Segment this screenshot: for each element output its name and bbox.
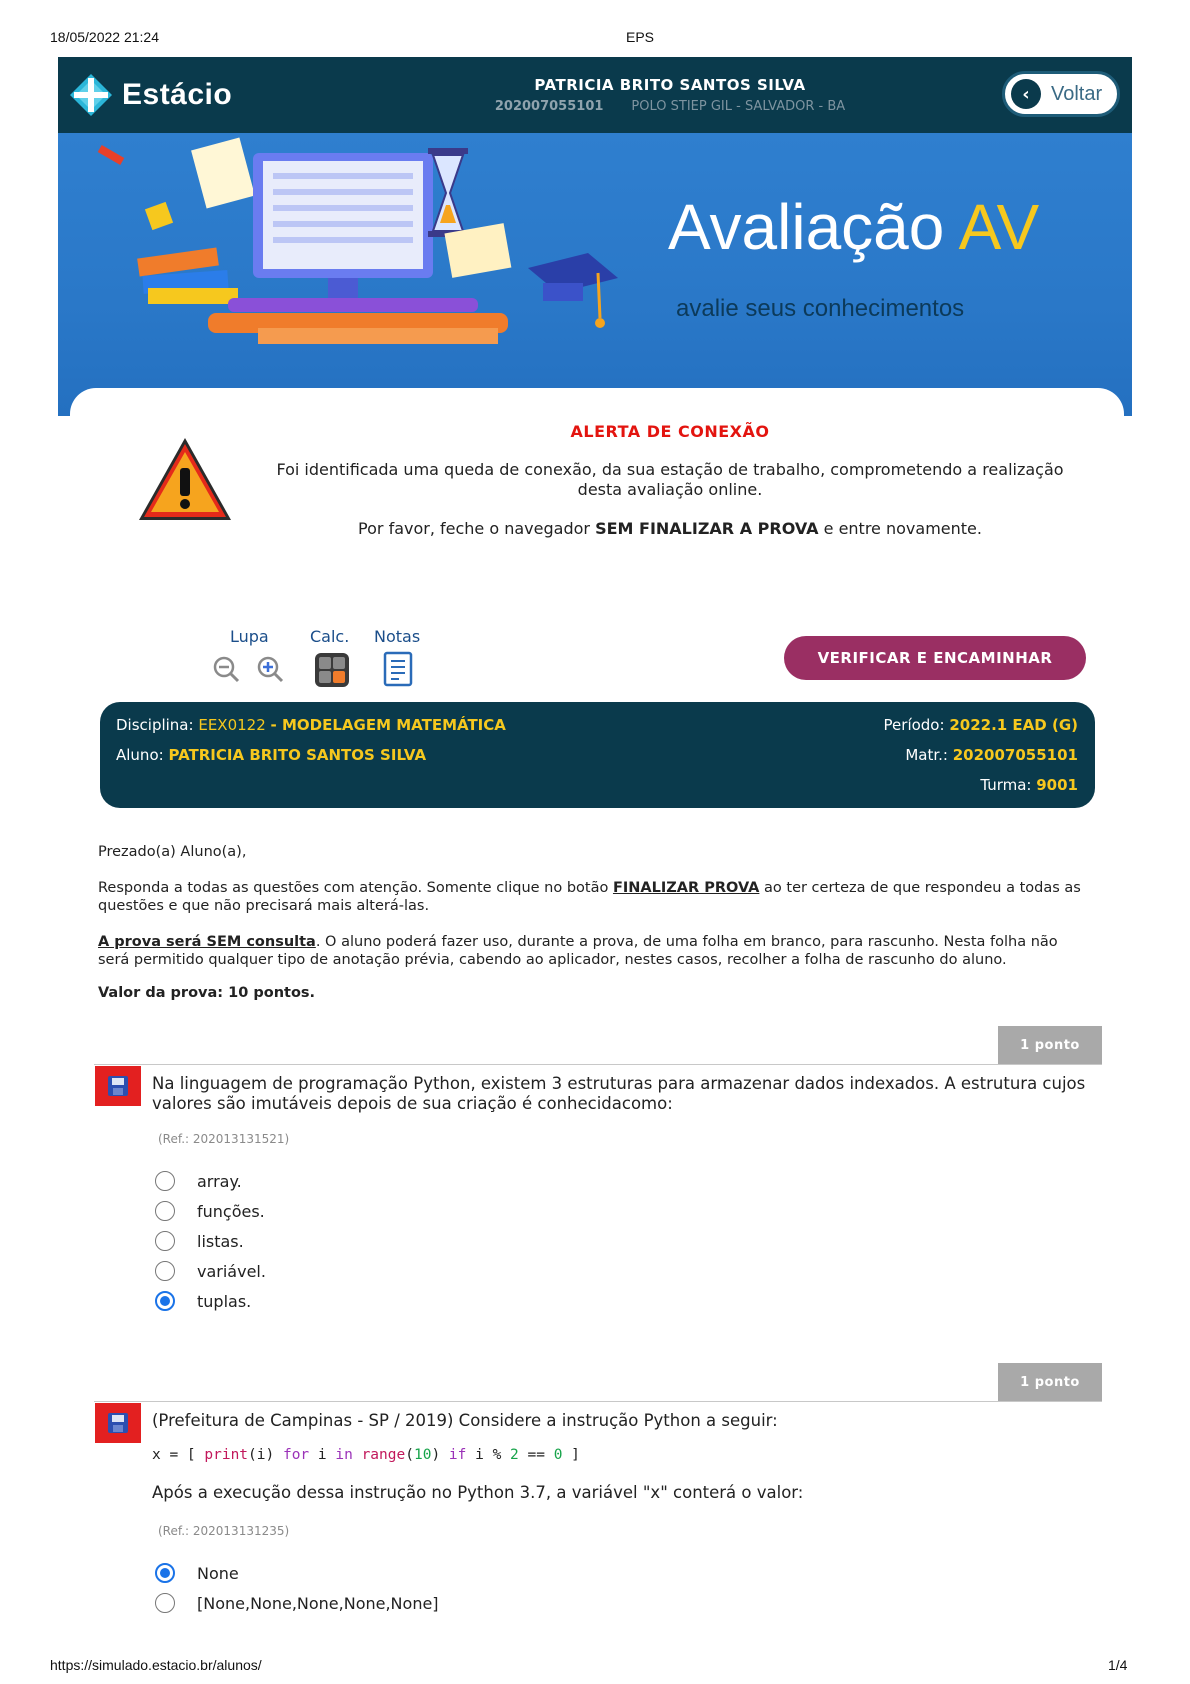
radio-button[interactable] (155, 1593, 175, 1613)
code-builtin-range: range (361, 1447, 406, 1463)
floppy-disk-icon (108, 1076, 128, 1096)
class-value: 9001 (1036, 776, 1078, 794)
code-number: 2 (510, 1447, 519, 1463)
question-1-option-a[interactable] (155, 1171, 242, 1191)
exam-value: Valor da prova: 10 pontos. (98, 985, 316, 1001)
question-1-divider (94, 1064, 1102, 1065)
header-student-id: 202007055101 (494, 99, 604, 114)
verify-and-submit-button[interactable]: VERIFICAR E ENCAMINHAR (784, 636, 1086, 680)
question-2-ref: (Ref.: 202013131235) (158, 1524, 290, 1538)
code-part: (i) (248, 1447, 283, 1463)
banner-title (668, 190, 1039, 264)
zoom-in-icon[interactable] (256, 654, 284, 684)
floppy-disk-icon (108, 1413, 128, 1433)
back-button[interactable] (1002, 71, 1120, 117)
print-page: 1/4 (1108, 1657, 1128, 1673)
zoom-out-icon[interactable] (212, 654, 240, 684)
matr-value: 202007055101 (952, 746, 1078, 764)
option-label: tuplas. (197, 1291, 252, 1311)
period-label: Período: (883, 716, 945, 734)
no-consult-link: A prova será SEM consulta (98, 934, 316, 950)
code-part (353, 1447, 362, 1463)
code-part: ( (405, 1447, 414, 1463)
matr-label: Matr.: (905, 746, 948, 764)
radio-button-selected[interactable] (155, 1291, 175, 1311)
exam-illustration (88, 133, 648, 416)
banner-title-accent: AV (958, 191, 1040, 263)
class-label: Turma: (980, 776, 1032, 794)
calc-label: Calc. (310, 627, 350, 646)
finalize-exam-link: FINALIZAR PROVA (612, 880, 760, 896)
code-number: 10 (413, 1447, 432, 1463)
notes-icon[interactable] (383, 651, 415, 687)
option-label: array. (197, 1171, 242, 1191)
alert-message: Foi identificada uma queda de conexão, da sua estação de trabalho, comprometendo a realização desta avaliação online. (276, 460, 1064, 499)
radio-button[interactable] (155, 1231, 175, 1251)
print-datetime: 18/05/2022 21:24 (50, 29, 159, 45)
student-line (116, 746, 426, 764)
matr-line (770, 746, 1078, 764)
header-polo: POLO STIEP GIL - SALVADOR - BA (631, 99, 846, 114)
instruction-paragraph-2 (98, 933, 1088, 969)
p2-suffix: . O aluno poderá fazer uso, durante a prova, de uma folha em branco, para rascunho. Nesta folha não será permitido qualquer tipo de anotação prévia, cabendo ao aplicador, nestes casos, recolher a folha de rascunho do aluno. (98, 934, 1058, 968)
alert-instruction-suffix: e entre novamente. (823, 519, 982, 538)
code-keyword-in: in (335, 1447, 353, 1463)
notes-label: Notas (374, 627, 421, 646)
question-1-text: Na linguagem de programação Python, existem 3 estruturas para armazenar dados indexados. A estrutura cujos valores são imutáveis depois de sua criação é conhecidacomo: (152, 1074, 1086, 1113)
back-button-label: Voltar (1051, 82, 1103, 105)
period-value: 2022.1 EAD (G) (949, 716, 1078, 734)
student-label: Aluno: (116, 746, 164, 764)
radio-button[interactable] (155, 1261, 175, 1281)
greeting: Prezado(a) Aluno(a), (98, 844, 247, 860)
header-student-name: PATRICIA BRITO SANTOS SILVA (534, 76, 806, 94)
radio-button[interactable] (155, 1201, 175, 1221)
banner (58, 133, 1132, 416)
discipline-label: Disciplina: (116, 716, 194, 734)
radio-button-selected[interactable] (155, 1563, 175, 1583)
code-part: ] (562, 1447, 580, 1463)
code-part: == (518, 1447, 554, 1463)
question-2-code (152, 1447, 580, 1463)
question-1-ref: (Ref.: 202013131521) (158, 1132, 290, 1146)
zoom-label: Lupa (230, 627, 269, 646)
chevron-left-icon: ‹ (1011, 79, 1041, 109)
p1-prefix: Responda a todas as questões com atenção. Somente clique no botão (98, 880, 609, 896)
question-2-text: (Prefeitura de Campinas - SP / 2019) Considere a instrução Python a seguir: (152, 1411, 778, 1430)
code-keyword-if: if (448, 1447, 467, 1463)
header-student-info (420, 99, 920, 114)
discipline-code: EEX0122 (198, 716, 266, 734)
code-part: x = [ (152, 1447, 205, 1463)
code-keyword-for: for (282, 1447, 310, 1463)
question-2-option-a[interactable] (155, 1563, 239, 1583)
code-number: 0 (553, 1447, 563, 1463)
question-1-points: 1 ponto (998, 1026, 1102, 1064)
calculator-icon[interactable] (314, 652, 350, 688)
question-1-option-d[interactable] (155, 1261, 266, 1281)
option-label: listas. (197, 1231, 244, 1251)
discipline-name: - MODELAGEM MATEMÁTICA (270, 716, 506, 734)
print-title: EPS (625, 29, 654, 45)
alert-instruction-bold: SEM FINALIZAR A PROVA (595, 519, 819, 538)
instruction-paragraph-1 (98, 879, 1088, 915)
code-part: ) (431, 1447, 449, 1463)
question-2-divider (94, 1401, 1102, 1402)
p1-suffix: ao ter certeza de que respondeu a todas as questões e que não precisará mais alterá-las. (98, 880, 1081, 914)
code-builtin-print: print (204, 1447, 249, 1463)
radio-button[interactable] (155, 1171, 175, 1191)
alert-instruction (260, 519, 1080, 538)
class-line (770, 776, 1078, 794)
banner-title-main: Avaliação (668, 191, 945, 263)
option-label: variável. (197, 1261, 266, 1281)
question-2-save-icon[interactable] (95, 1403, 141, 1443)
alert-title: ALERTA DE CONEXÃO (570, 422, 770, 441)
question-1-option-e[interactable] (155, 1291, 251, 1311)
code-part: i (309, 1447, 336, 1463)
warning-icon (135, 434, 235, 524)
question-1-option-c[interactable] (155, 1231, 244, 1251)
estacio-logo-icon (68, 72, 114, 118)
option-label: None (197, 1563, 239, 1583)
question-1-option-b[interactable] (155, 1201, 265, 1221)
code-part: i % (466, 1447, 511, 1463)
student-name: PATRICIA BRITO SANTOS SILVA (168, 746, 427, 764)
alert-instruction-prefix: Por favor, feche o navegador (358, 519, 590, 538)
question-2-points: 1 ponto (998, 1363, 1102, 1401)
question-1-save-icon[interactable] (95, 1066, 141, 1106)
discipline-line (116, 716, 506, 734)
option-label: funções. (197, 1201, 265, 1221)
print-url: https://simulado.estacio.br/alunos/ (50, 1657, 262, 1673)
period-line (770, 716, 1078, 734)
logo-text: Estácio (122, 78, 233, 111)
banner-subtitle: avalie seus conhecimentos (676, 295, 965, 322)
option-label: [None,None,None,None,None] (197, 1593, 439, 1613)
question-2-option-b[interactable] (155, 1593, 439, 1613)
question-2-text-2: Após a execução dessa instrução no Python 3.7, a variável "x" conterá o valor: (152, 1483, 804, 1502)
estacio-logo[interactable] (68, 70, 232, 120)
